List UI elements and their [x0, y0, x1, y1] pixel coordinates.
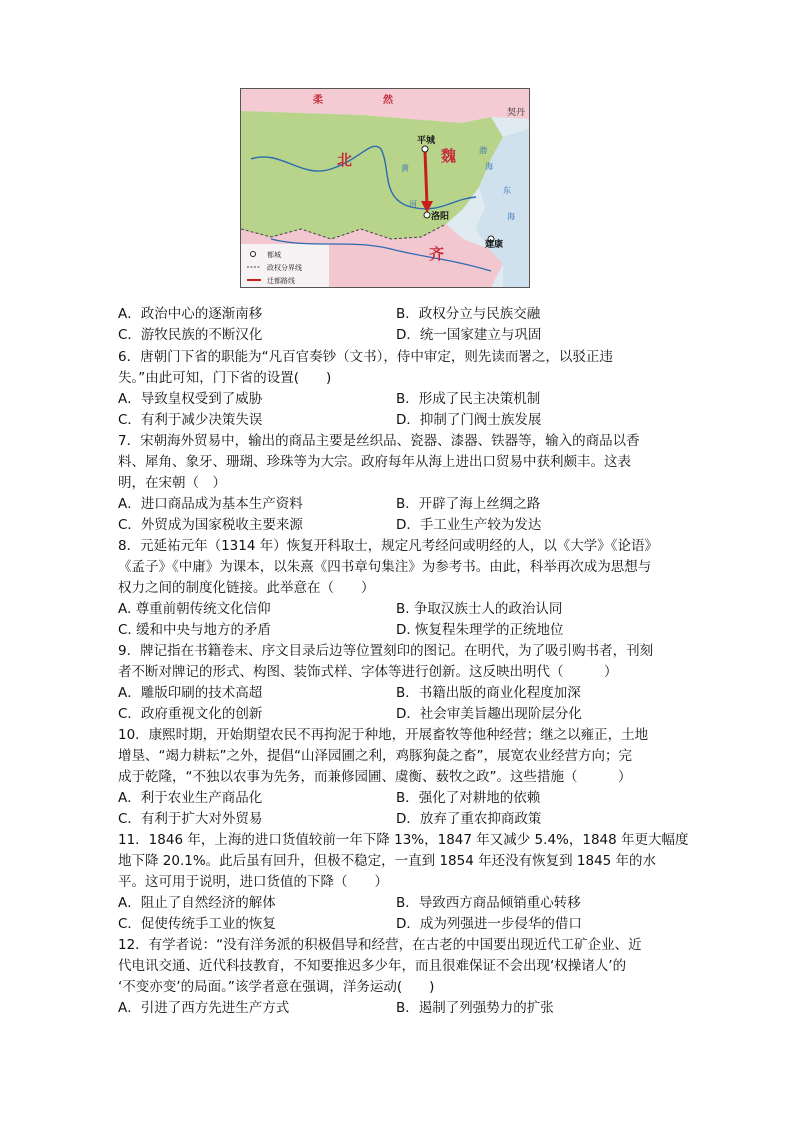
legend-border: 政权分界线: [267, 264, 302, 272]
q7-stem-line3: 明，在宋朝（ ）: [118, 475, 226, 491]
history-map: [240, 88, 530, 288]
q7-option-b: B．开辟了海上丝绸之路: [396, 496, 541, 512]
q7-option-c: C．外贸成为国家税收主要来源: [118, 517, 303, 533]
q9-option-b: B．书籍出版的商业化程度加深: [396, 685, 581, 701]
q11-stem-line1: 11．1846 年，上海的进口货值较前一年下降 13%，1847 年又减少 5.4%，1848 年更大幅度: [118, 832, 689, 848]
q7-option-d: D．手工业生产较为发达: [396, 517, 542, 533]
label-rou: 柔: [313, 95, 323, 106]
q5-option-d: D．统一国家建立与巩固: [396, 327, 542, 343]
label-qi: 齐: [429, 245, 445, 263]
q6-option-b: B．形成了民主决策机制: [396, 391, 541, 407]
q10-stem-line3: 成于乾隆，“不独以农事为先务，而兼修园圃、虞衡、薮牧之政”。这些措施（ ）: [118, 769, 632, 785]
q8-stem-line1: 8．元延祐元年（1314 年）恢复开科取士，规定凡考经问或明经的人，以《大学》《论语》: [118, 538, 658, 554]
q11-option-c: C．促使传统手工业的恢复: [118, 916, 276, 932]
q9-option-c: C．政府重视文化的创新: [118, 706, 263, 722]
q5-option-c: C．游牧民族的不断汉化: [118, 327, 263, 343]
map-figure: [241, 89, 529, 287]
legend-capital: 都城: [267, 251, 281, 259]
q7-stem-line2: 料、犀角、象牙、珊瑚、珍珠等为大宗。政府每年从海上进出口贸易中获利颇丰。这表: [118, 454, 631, 470]
legend-route: 迁都路线: [267, 277, 295, 285]
q5-option-a: A．政治中心的逐渐南移: [118, 306, 263, 322]
q7-option-a: A．进口商品成为基本生产资料: [118, 496, 303, 512]
q8-option-b: B. 争取汉族士人的政治认同: [396, 601, 563, 617]
q11-stem-line3: 平。这可用于说明，进口货值的下降（ ）: [118, 874, 388, 890]
legend-capital-icon: [251, 252, 256, 257]
q9-stem-line2: 者不断对牌记的形式、构图、装饰式样、字体等进行创新。这反映出明代（ ）: [118, 664, 618, 680]
label-luoyang: 洛阳: [431, 212, 450, 222]
q10-option-c: C．有利于扩大对外贸易: [118, 811, 263, 827]
label-he: 河: [409, 200, 417, 209]
q6-option-d: D．抑制了门阀士族发展: [396, 412, 542, 428]
label-huang: 黄: [401, 164, 409, 173]
q11-option-d: D．成为列强进一步侵华的借口: [396, 916, 582, 932]
q8-stem-line3: 权力之间的制度化链接。此举意在（ ）: [118, 580, 375, 596]
q12-option-a: A．引进了西方先进生产方式: [118, 1000, 290, 1016]
label-wei: 魏: [441, 147, 457, 165]
q10-option-d: D．放弃了重农抑商政策: [396, 811, 542, 827]
label-pingcheng: 平城: [417, 136, 436, 146]
q7-stem-line1: 7．宋朝海外贸易中，输出的商品主要是丝织品、瓷器、漆器、铁器等，输入的商品以香: [118, 433, 640, 449]
label-hai: 海: [485, 162, 493, 171]
q11-stem-line2: 地下降 20.1%。此后虽有回升，但极不稳定，一直到 1854 年还没有恢复到 1845 年的水: [118, 853, 657, 869]
q8-option-c: C. 缓和中央与地方的矛盾: [118, 622, 272, 638]
q9-option-a: A．雕版印刷的技术高超: [118, 685, 263, 701]
label-qidan: 契丹: [507, 108, 526, 118]
q12-stem-line3: ‘不变亦变’的局面。”该学者意在强调，洋务运动( ): [118, 979, 435, 995]
q8-option-d: D. 恢复程朱理学的正统地位: [396, 622, 564, 638]
label-hai2: 海: [507, 212, 515, 221]
q6-stem-line1: 6．唐朝门下省的职能为“凡百官奏钞（文书），侍中审定，则先读而署之，以驳正违: [118, 349, 613, 365]
q6-stem-line2: 失。”由此可知，门下省的设置( ): [118, 370, 332, 386]
label-ran: 然: [383, 95, 393, 106]
q8-option-a: A. 尊重前朝传统文化信仰: [118, 601, 271, 617]
q6-option-c: C．有利于减少决策失误: [118, 412, 263, 428]
q11-option-a: A．阻止了自然经济的解体: [118, 895, 276, 911]
q10-option-a: A．利于农业生产商品化: [118, 790, 263, 806]
q11-option-b: B．导致西方商品倾销重心转移: [396, 895, 581, 911]
label-bo: 渤: [479, 146, 487, 155]
label-jiankang: 建康: [485, 240, 504, 250]
q12-option-b: B．遏制了列强势力的扩张: [396, 1000, 554, 1016]
q10-stem-line1: 10．康熙时期，开始期望农民不再拘泥于种地，开展畜牧等他种经营；继之以雍正，土地: [118, 727, 649, 743]
q12-stem-line1: 12．有学者说：“没有洋务派的积极倡导和经营，在古老的中国要出现近代工矿企业、近: [118, 937, 642, 953]
q10-option-b: B．强化了对耕地的依赖: [396, 790, 541, 806]
q12-stem-line2: 代电讯交通、近代科技教育，不知要推迟多少年，而且很难保证不会出现‘权操诸人’的: [118, 958, 627, 974]
q6-option-a: A．导致皇权受到了威胁: [118, 391, 263, 407]
q8-stem-line2: 《孟子》《中庸》为课本，以朱熹《四书章句集注》为参考书。由此，科举再次成为思想与: [118, 559, 652, 575]
q9-stem-line1: 9．牌记指在书籍卷末、序文目录后边等位置刻印的图记。在明代，为了吸引购书者，刊刻: [118, 643, 654, 659]
label-bei: 北: [337, 151, 353, 169]
label-dong: 东: [503, 186, 511, 195]
q10-stem-line2: 增垦、“竭力耕耘”之外，提倡“山泽园圃之利，鸡豚狗彘之畜”，展宽农业经营方向；完: [118, 748, 632, 764]
q5-option-b: B．政权分立与民族交融: [396, 306, 541, 322]
q9-option-d: D．社会审美旨趣出现阶层分化: [396, 706, 582, 722]
